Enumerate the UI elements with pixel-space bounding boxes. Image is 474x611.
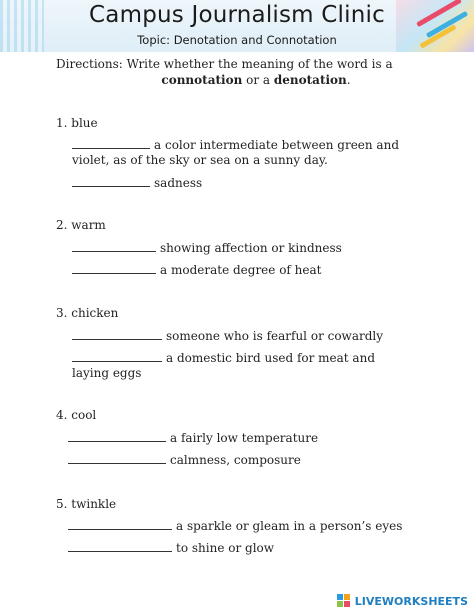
answer-blank[interactable] (72, 137, 150, 149)
answer-blank[interactable] (72, 175, 150, 187)
question-item (68, 452, 301, 468)
question-word: 3. chicken (56, 306, 119, 320)
question-item (72, 328, 383, 344)
page-topic: Topic: Denotation and Connotation (137, 33, 337, 47)
answer-blank[interactable] (72, 262, 156, 274)
directions-end: . (346, 73, 351, 87)
directions-text: Directions: Write whether the meaning of the word is a (56, 57, 393, 71)
question-word: 4. cool (56, 408, 97, 422)
answer-blank[interactable] (72, 328, 162, 340)
question-item (68, 518, 402, 534)
definition-text: a fairly low temperature (170, 431, 319, 445)
definition-text: a sparkle or gleam in a person’s eyes (176, 519, 403, 533)
footer-brand: LIVEWORKSHEETS (354, 594, 468, 608)
answer-blank[interactable] (72, 350, 162, 362)
question-item (72, 240, 342, 256)
definition-text: sadness (154, 176, 203, 190)
question-item (72, 175, 202, 191)
question-item (72, 137, 412, 168)
definition-text: showing affection or kindness (160, 241, 342, 255)
directions-line-2 (56, 72, 426, 88)
definition-text: someone who is fearful or cowardly (166, 329, 384, 343)
definition-text: a color intermediate between green and violet, as of the sky or sea on a sunny day. (72, 138, 399, 167)
liveworksheets-logo-icon (337, 594, 351, 608)
question-item (72, 350, 402, 381)
question-item (68, 540, 274, 556)
definition-text: to shine or glow (176, 541, 275, 555)
term-connotation: connotation (161, 73, 243, 87)
directions (56, 56, 426, 88)
directions-middle: or a (242, 73, 274, 87)
term-denotation: denotation (273, 73, 347, 87)
header-banner (0, 0, 474, 52)
definition-text: calmness, composure (170, 453, 301, 467)
answer-blank[interactable] (68, 452, 166, 464)
answer-blank[interactable] (68, 518, 172, 530)
page-title: Campus Journalism Clinic (89, 2, 385, 28)
answer-blank[interactable] (68, 430, 166, 442)
question-word: 1. blue (56, 116, 98, 130)
answer-blank[interactable] (68, 540, 172, 552)
question-word: 5. twinkle (56, 497, 117, 511)
definition-text: a domestic bird used for meat and laying eggs (72, 351, 375, 380)
answer-blank[interactable] (72, 240, 156, 252)
definition-text: a moderate degree of heat (160, 263, 322, 277)
footer-logo (337, 593, 468, 609)
question-word: 2. warm (56, 218, 106, 232)
question-item (72, 262, 322, 278)
question-item (68, 430, 318, 446)
